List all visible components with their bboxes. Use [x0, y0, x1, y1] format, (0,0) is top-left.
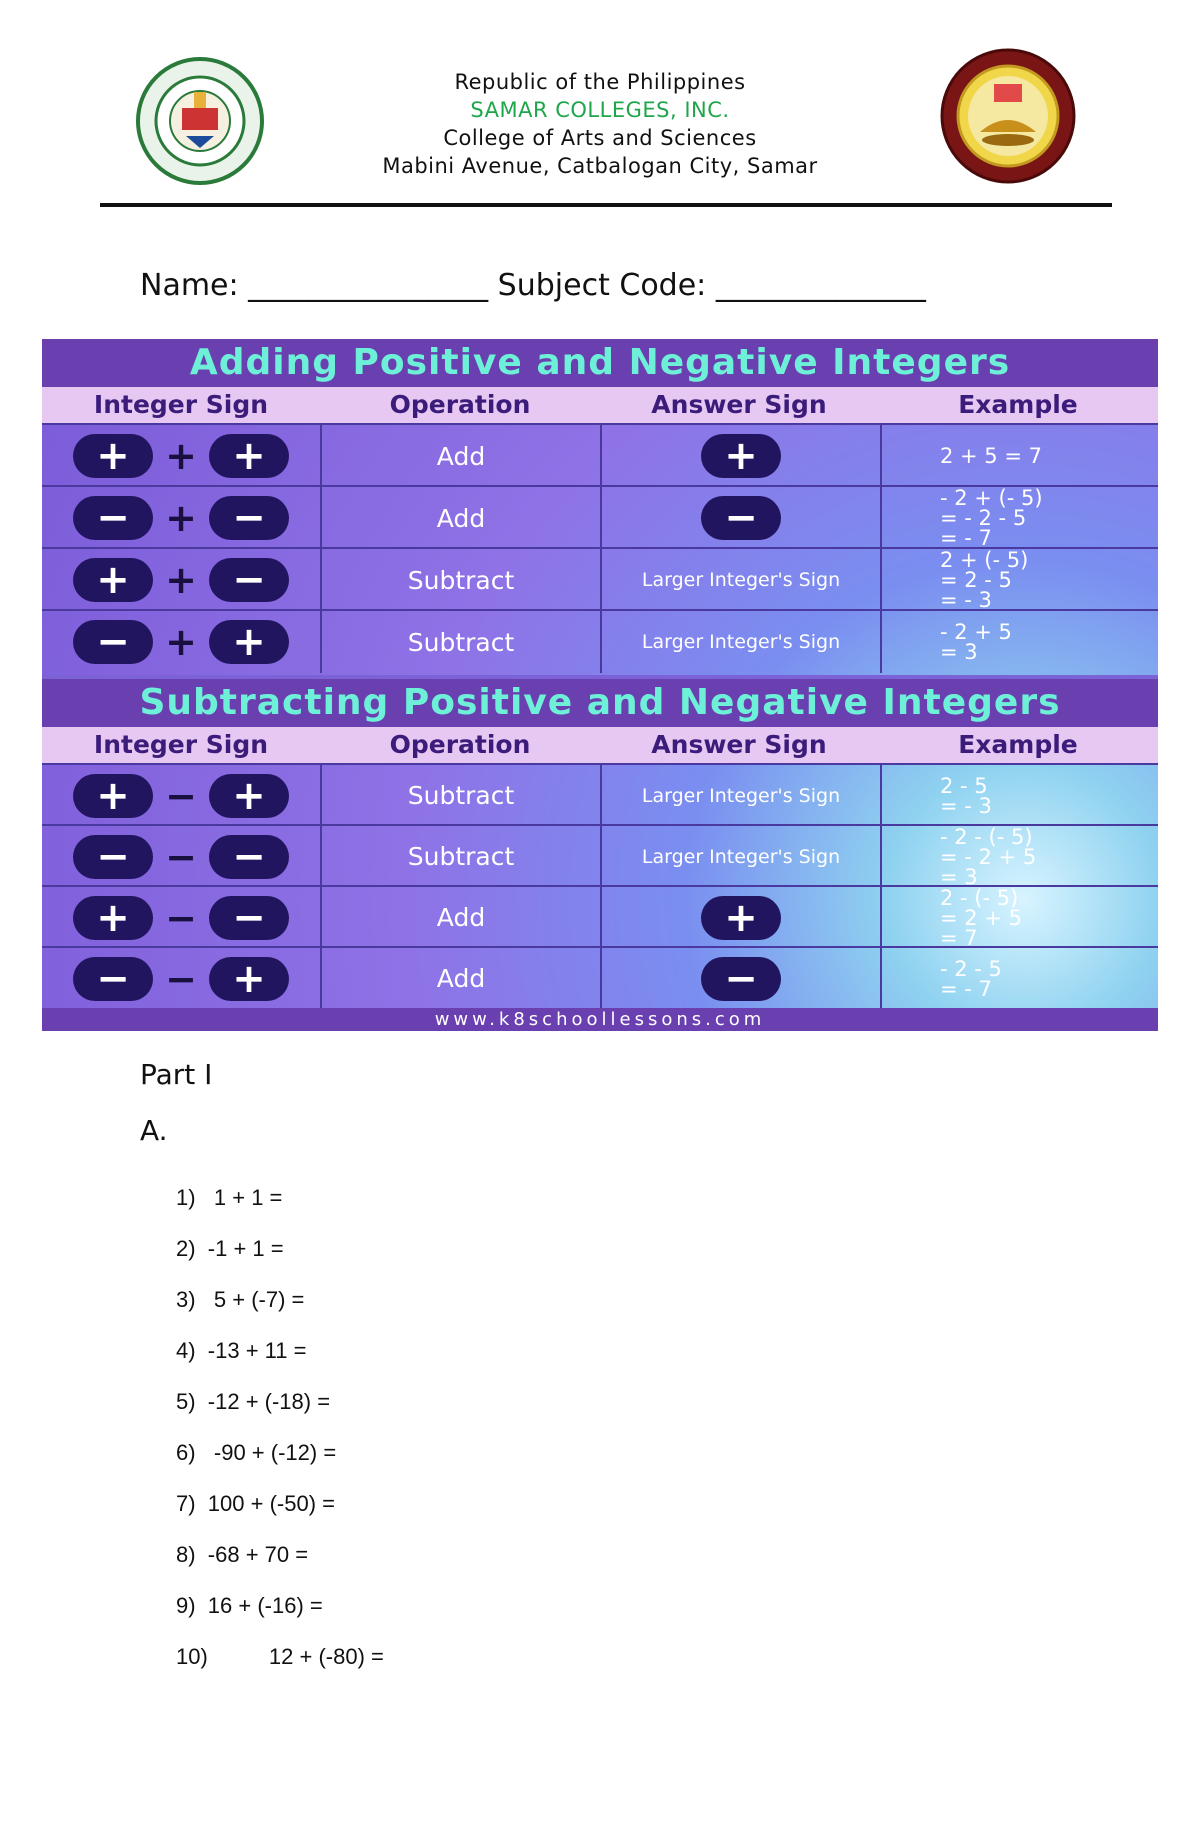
integer-sign-cell: [42, 765, 322, 826]
operator-symbol: +: [165, 620, 197, 664]
operation-cell: [322, 549, 602, 611]
exercise-item: 4) -13 + 11 =: [176, 1338, 307, 1363]
col-integer-sign: Integer Sign: [93, 730, 269, 759]
adding-title: Adding Positive and Negative Integers: [42, 339, 1158, 387]
part-heading: Part I: [140, 1058, 213, 1091]
col-example: Example: [958, 390, 1078, 419]
operation-cell: [322, 611, 602, 673]
school-header: [300, 68, 900, 180]
example-cell: [882, 487, 1158, 549]
cas-logo: [928, 44, 1088, 184]
col-answer-sign: Answer Sign: [651, 390, 827, 419]
example-text: 2 - (- 5) = 2 + 5 = 7: [940, 885, 1022, 950]
operation-cell: [322, 487, 602, 549]
header-department: College of Arts and Sciences: [443, 126, 757, 150]
operator-symbol: +: [165, 496, 197, 540]
operation-text: Add: [436, 441, 486, 471]
sign-pill: +: [73, 774, 153, 818]
rule-row: [42, 485, 1158, 549]
sign-pill: −: [73, 957, 153, 1001]
rule-row: [42, 609, 1158, 673]
example-cell: [882, 826, 1158, 887]
exercise-item: 8) -68 + 70 =: [176, 1542, 309, 1567]
operation-text: Add: [436, 903, 486, 932]
example-cell: [882, 948, 1158, 1009]
rule-row: [42, 946, 1158, 1009]
operation-text: Subtract: [407, 842, 515, 871]
exercise-item: 6) -90 + (-12) =: [176, 1440, 337, 1465]
answer-sign-pill: +: [701, 896, 781, 940]
header-address: Mabini Avenue, Catbalogan City, Samar: [382, 154, 818, 178]
operation-cell: [322, 948, 602, 1009]
operator-symbol: +: [165, 434, 197, 478]
integer-sign-cell: [42, 487, 322, 549]
sign-pill: −: [73, 620, 153, 664]
exercise-item: 3) 5 + (-7) =: [176, 1287, 305, 1312]
col-answer-sign: Answer Sign: [651, 730, 827, 759]
header-divider: [100, 203, 1112, 207]
samar-college-logo: [120, 56, 280, 186]
integer-sign-cell: [42, 826, 322, 887]
exercise-item: 5) -12 + (-18) =: [176, 1389, 331, 1414]
sign-pill: −: [73, 496, 153, 540]
col-example: Example: [958, 730, 1078, 759]
operator-symbol: −: [165, 895, 197, 940]
exercise-item: 7) 100 + (-50) =: [176, 1491, 335, 1516]
answer-sign-text: Larger Integer's Sign: [641, 569, 841, 591]
exercise-item: 9) 16 + (-16) =: [176, 1593, 323, 1618]
header-college-name: SAMAR COLLEGES, INC.: [470, 98, 730, 122]
operation-text: Subtract: [407, 627, 515, 657]
operation-cell: [322, 887, 602, 948]
exercise-list: [176, 1172, 384, 1682]
rule-row: [42, 885, 1158, 948]
answer-sign-pill: +: [701, 434, 781, 478]
example-text: - 2 + 5 = 3: [940, 620, 1012, 664]
operator-symbol: −: [165, 773, 197, 818]
example-text: 2 - 5 = - 3: [940, 773, 992, 818]
operator-symbol: +: [165, 558, 197, 602]
sign-pill: +: [73, 896, 153, 940]
operation-cell: [322, 425, 602, 487]
operation-text: Add: [436, 964, 486, 993]
sign-pill: −: [209, 558, 289, 602]
answer-sign-cell: [602, 549, 882, 611]
sign-pill: +: [73, 558, 153, 602]
operator-symbol: −: [165, 956, 197, 1001]
section-heading: A.: [140, 1114, 168, 1147]
sub-column-headers: [42, 727, 1158, 763]
exercise-item: 1) 1 + 1 =: [176, 1185, 283, 1210]
integer-sign-cell: [42, 611, 322, 673]
example-text: - 2 - (- 5) = - 2 + 5 = 3: [940, 824, 1037, 889]
answer-sign-cell: [602, 425, 882, 487]
example-text: 2 + (- 5) = 2 - 5 = - 3: [940, 548, 1029, 612]
sign-pill: −: [209, 496, 289, 540]
answer-sign-cell: [602, 887, 882, 948]
sign-pill: +: [209, 774, 289, 818]
integer-sign-cell: [42, 887, 322, 948]
exercise-item: 2) -1 + 1 =: [176, 1236, 284, 1261]
integer-sign-cell: [42, 549, 322, 611]
sign-pill: +: [73, 434, 153, 478]
sign-pill: −: [209, 835, 289, 879]
sign-pill: +: [209, 434, 289, 478]
answer-sign-text: Larger Integer's Sign: [641, 784, 841, 807]
answer-sign-pill: −: [701, 496, 781, 540]
col-operation: Operation: [389, 390, 531, 419]
rule-row: [42, 824, 1158, 887]
rule-row: [42, 547, 1158, 611]
sign-pill: −: [209, 896, 289, 940]
name-subject-line: Name: ________________ Subject Code: ______________: [140, 268, 926, 303]
example-text: 2 + 5 = 7: [940, 444, 1042, 468]
example-cell: [882, 549, 1158, 611]
answer-sign-cell: [602, 948, 882, 1009]
integer-sign-cell: [42, 948, 322, 1009]
example-text: - 2 + (- 5) = - 2 - 5 = - 7: [940, 486, 1043, 550]
answer-sign-cell: [602, 487, 882, 549]
operation-text: Add: [436, 503, 486, 533]
add-column-headers: [42, 387, 1158, 423]
operation-text: Subtract: [407, 781, 515, 810]
example-cell: [882, 765, 1158, 826]
header-republic: Republic of the Philippines: [454, 70, 746, 94]
answer-sign-cell: [602, 611, 882, 673]
sign-pill: −: [73, 835, 153, 879]
answer-sign-text: Larger Integer's Sign: [641, 631, 841, 653]
operation-cell: [322, 765, 602, 826]
answer-sign-pill: −: [701, 957, 781, 1001]
example-cell: [882, 425, 1158, 487]
example-cell: [882, 611, 1158, 673]
operator-symbol: −: [165, 834, 197, 879]
answer-sign-text: Larger Integer's Sign: [641, 845, 841, 868]
rule-row: [42, 423, 1158, 487]
sign-pill: +: [209, 957, 289, 1001]
operation-text: Subtract: [407, 565, 515, 595]
col-integer-sign: Integer Sign: [93, 390, 269, 419]
infographic-footer-url: www.k8schoollessons.com: [42, 1008, 1158, 1031]
integer-rules-infographic: [42, 339, 1158, 1031]
example-text: - 2 - 5 = - 7: [940, 956, 1002, 1001]
rule-row: [42, 763, 1158, 826]
exercise-item: 10) 12 + (-80) =: [176, 1644, 384, 1669]
example-cell: [882, 887, 1158, 948]
col-operation: Operation: [389, 730, 531, 759]
sign-pill: +: [209, 620, 289, 664]
answer-sign-cell: [602, 826, 882, 887]
integer-sign-cell: [42, 425, 322, 487]
answer-sign-cell: [602, 765, 882, 826]
subtracting-title: Subtracting Positive and Negative Integers: [42, 679, 1158, 727]
operation-cell: [322, 826, 602, 887]
